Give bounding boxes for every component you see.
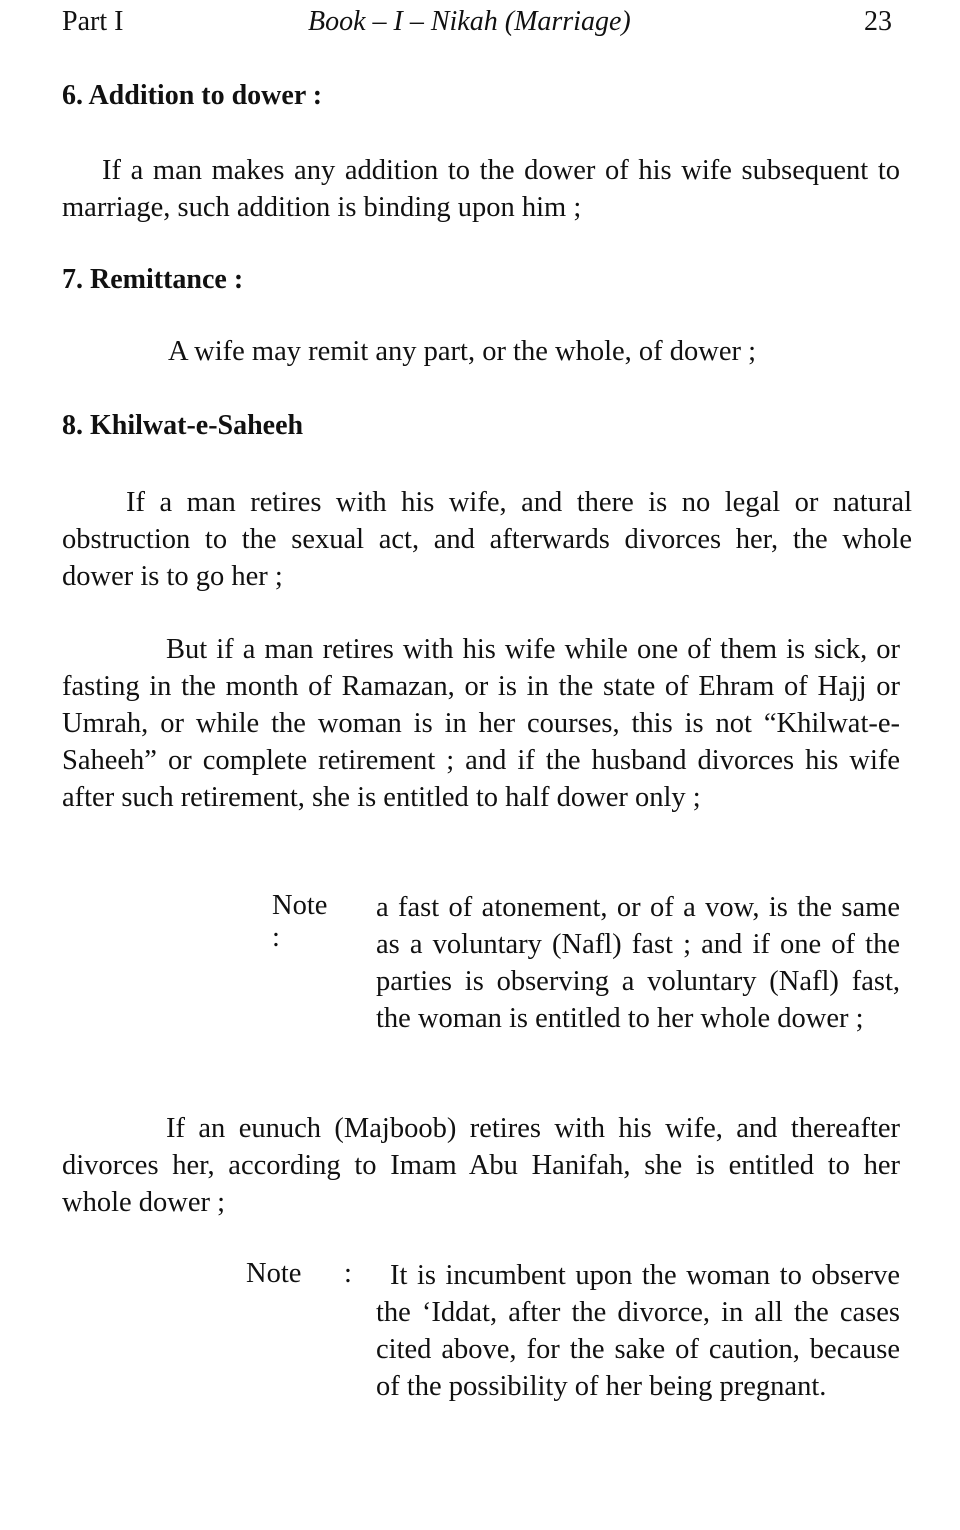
section-6-paragraph: If a man makes any addition to the dower of his wife subsequent to marriage, such addition is binding upon him ; xyxy=(62,155,900,223)
header-part: Part I xyxy=(62,6,124,37)
header-title: Book – I – Nikah (Marriage) xyxy=(308,6,631,37)
note-1-text: a fast of atonement, or of a vow, is the same as a voluntary (Nafl) fast ; and if one of the parties is observing a voluntary (Nafl) fast, the woman is entitled to her whole dower ; xyxy=(376,892,900,1034)
section-8-heading: 8. Khilwat-e-Saheeh xyxy=(62,410,304,441)
page-number: 23 xyxy=(864,6,892,37)
note-2-text: It is incumbent upon the woman to observe the ‘Iddat, after the divorce, in all the cases cited above, for the sake of caution, because of the possibility of her being pregnant. xyxy=(376,1260,900,1402)
page-header xyxy=(62,6,892,46)
section-8-paragraph-1: If a man retires with his wife, and there is no legal or natural obstruction to the sexual act, and afterwards divorces her, the whole dower is to go her ; xyxy=(62,487,912,592)
note-2-label: Note xyxy=(246,1258,302,1289)
section-7-paragraph: A wife may remit any part, or the whole, of dower ; xyxy=(168,336,757,367)
note-1-label: Note : xyxy=(272,890,328,953)
note-2-colon: : xyxy=(344,1258,352,1289)
section-6-heading: 6. Addition to dower : xyxy=(62,80,323,111)
section-7-heading: 7. Remittance : xyxy=(62,264,244,295)
section-8-paragraph-2: But if a man retires with his wife while one of them is sick, or fasting in the month of Ramazan, or is in the state of Ehram of Hajj or Umrah, or while the woman is in her courses, this is not “Khilwat-e-Saheeh” or complete retirement ; and if the husband divorces his wife after such retirement, she is entitled to half dower only ; xyxy=(62,634,900,813)
section-8-paragraph-3: If an eunuch (Majboob) retires with his wife, and thereafter divorces her, according to Imam Abu Hanifah, she is entitled to her whole dower ; xyxy=(62,1113,900,1218)
